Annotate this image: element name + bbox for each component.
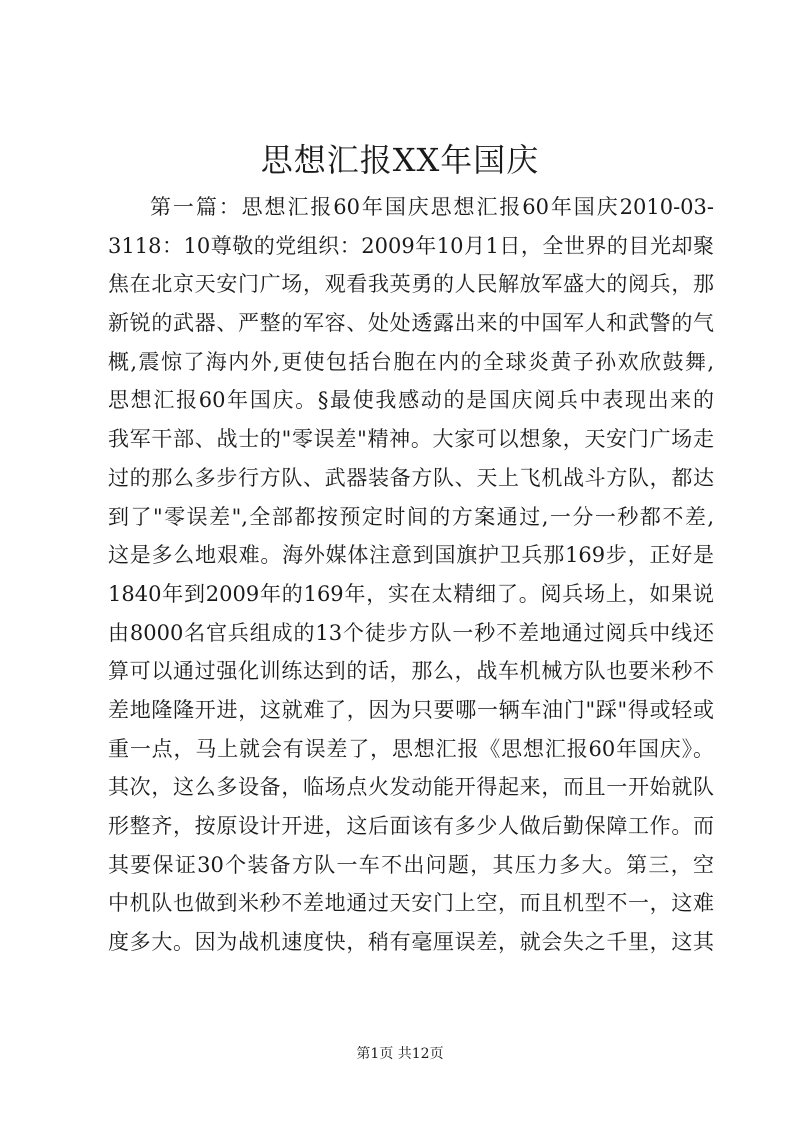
body-line: 中机队也做到米秒不差地通过天安门上空，而且机型不一，这难 [108,891,714,916]
body-line: 这是多么地艰难。海外媒体注意到国旗护卫兵那169步，正好是 [108,543,714,568]
body-line: 新锐的武器、严整的军容、处处透露出来的中国军人和武警的气 [108,311,714,336]
body-line: 形整齐，按原设计开进，这后面该有多少人做后勤保障工作。而 [108,814,714,838]
body-line: 思想汇报60年国庆。§最使我感动的是国庆阅兵中表现出来的 [108,388,714,413]
body-line: 焦在北京天安门广场，观看我英勇的人民解放军盛大的阅兵，那 [108,272,714,297]
body-line: 第一篇：思想汇报60年国庆思想汇报60年国庆2010-03- [150,195,714,219]
body-line: 我军干部、战士的"零误差"精神。大家可以想象，天安门广场走 [108,427,714,452]
body-line: 到了"零误差",全部都按预定时间的方案通过,一分一秒都不差, [108,504,714,529]
body-line: 由8000名官兵组成的13个徒步方队一秒不差地通过阅兵中线还 [108,620,714,645]
body-line: 重一点，马上就会有误差了，思想汇报《思想汇报60年国庆》。 [108,736,714,761]
body-line: 差地隆隆开进，这就难了，因为只要哪一辆车油门"踩"得或轻或 [108,697,714,722]
document-body [108,188,714,962]
body-line: 算可以通过强化训练达到的话，那么，战车机械方队也要米秒不 [108,659,714,684]
body-line: 其要保证30个装备方队一车不出问题，其压力多大。第三，空 [108,852,714,877]
body-line: 概,震惊了海内外,更使包括台胞在内的全球炎黄子孙欢欣鼓舞, [108,349,714,374]
body-line: 过的那么多步行方队、武器装备方队、天上飞机战斗方队，都达 [108,465,714,490]
page-footer: 第1页 共12页 [356,1046,444,1062]
body-line: 度多大。因为战机速度快，稍有毫厘误差，就会失之千里，这其 [108,930,714,955]
body-line: 其次，这么多设备，临场点火发动能开得起来，而且一开始就队 [108,775,714,800]
body-line: 1840年到2009年的169年，实在太精细了。阅兵场上，如果说 [108,581,714,606]
body-line: 3118：10尊敬的党组织：2009年10月1日，全世界的目光却聚 [108,233,714,258]
document-title: 思想汇报XX年国庆 [260,141,540,179]
